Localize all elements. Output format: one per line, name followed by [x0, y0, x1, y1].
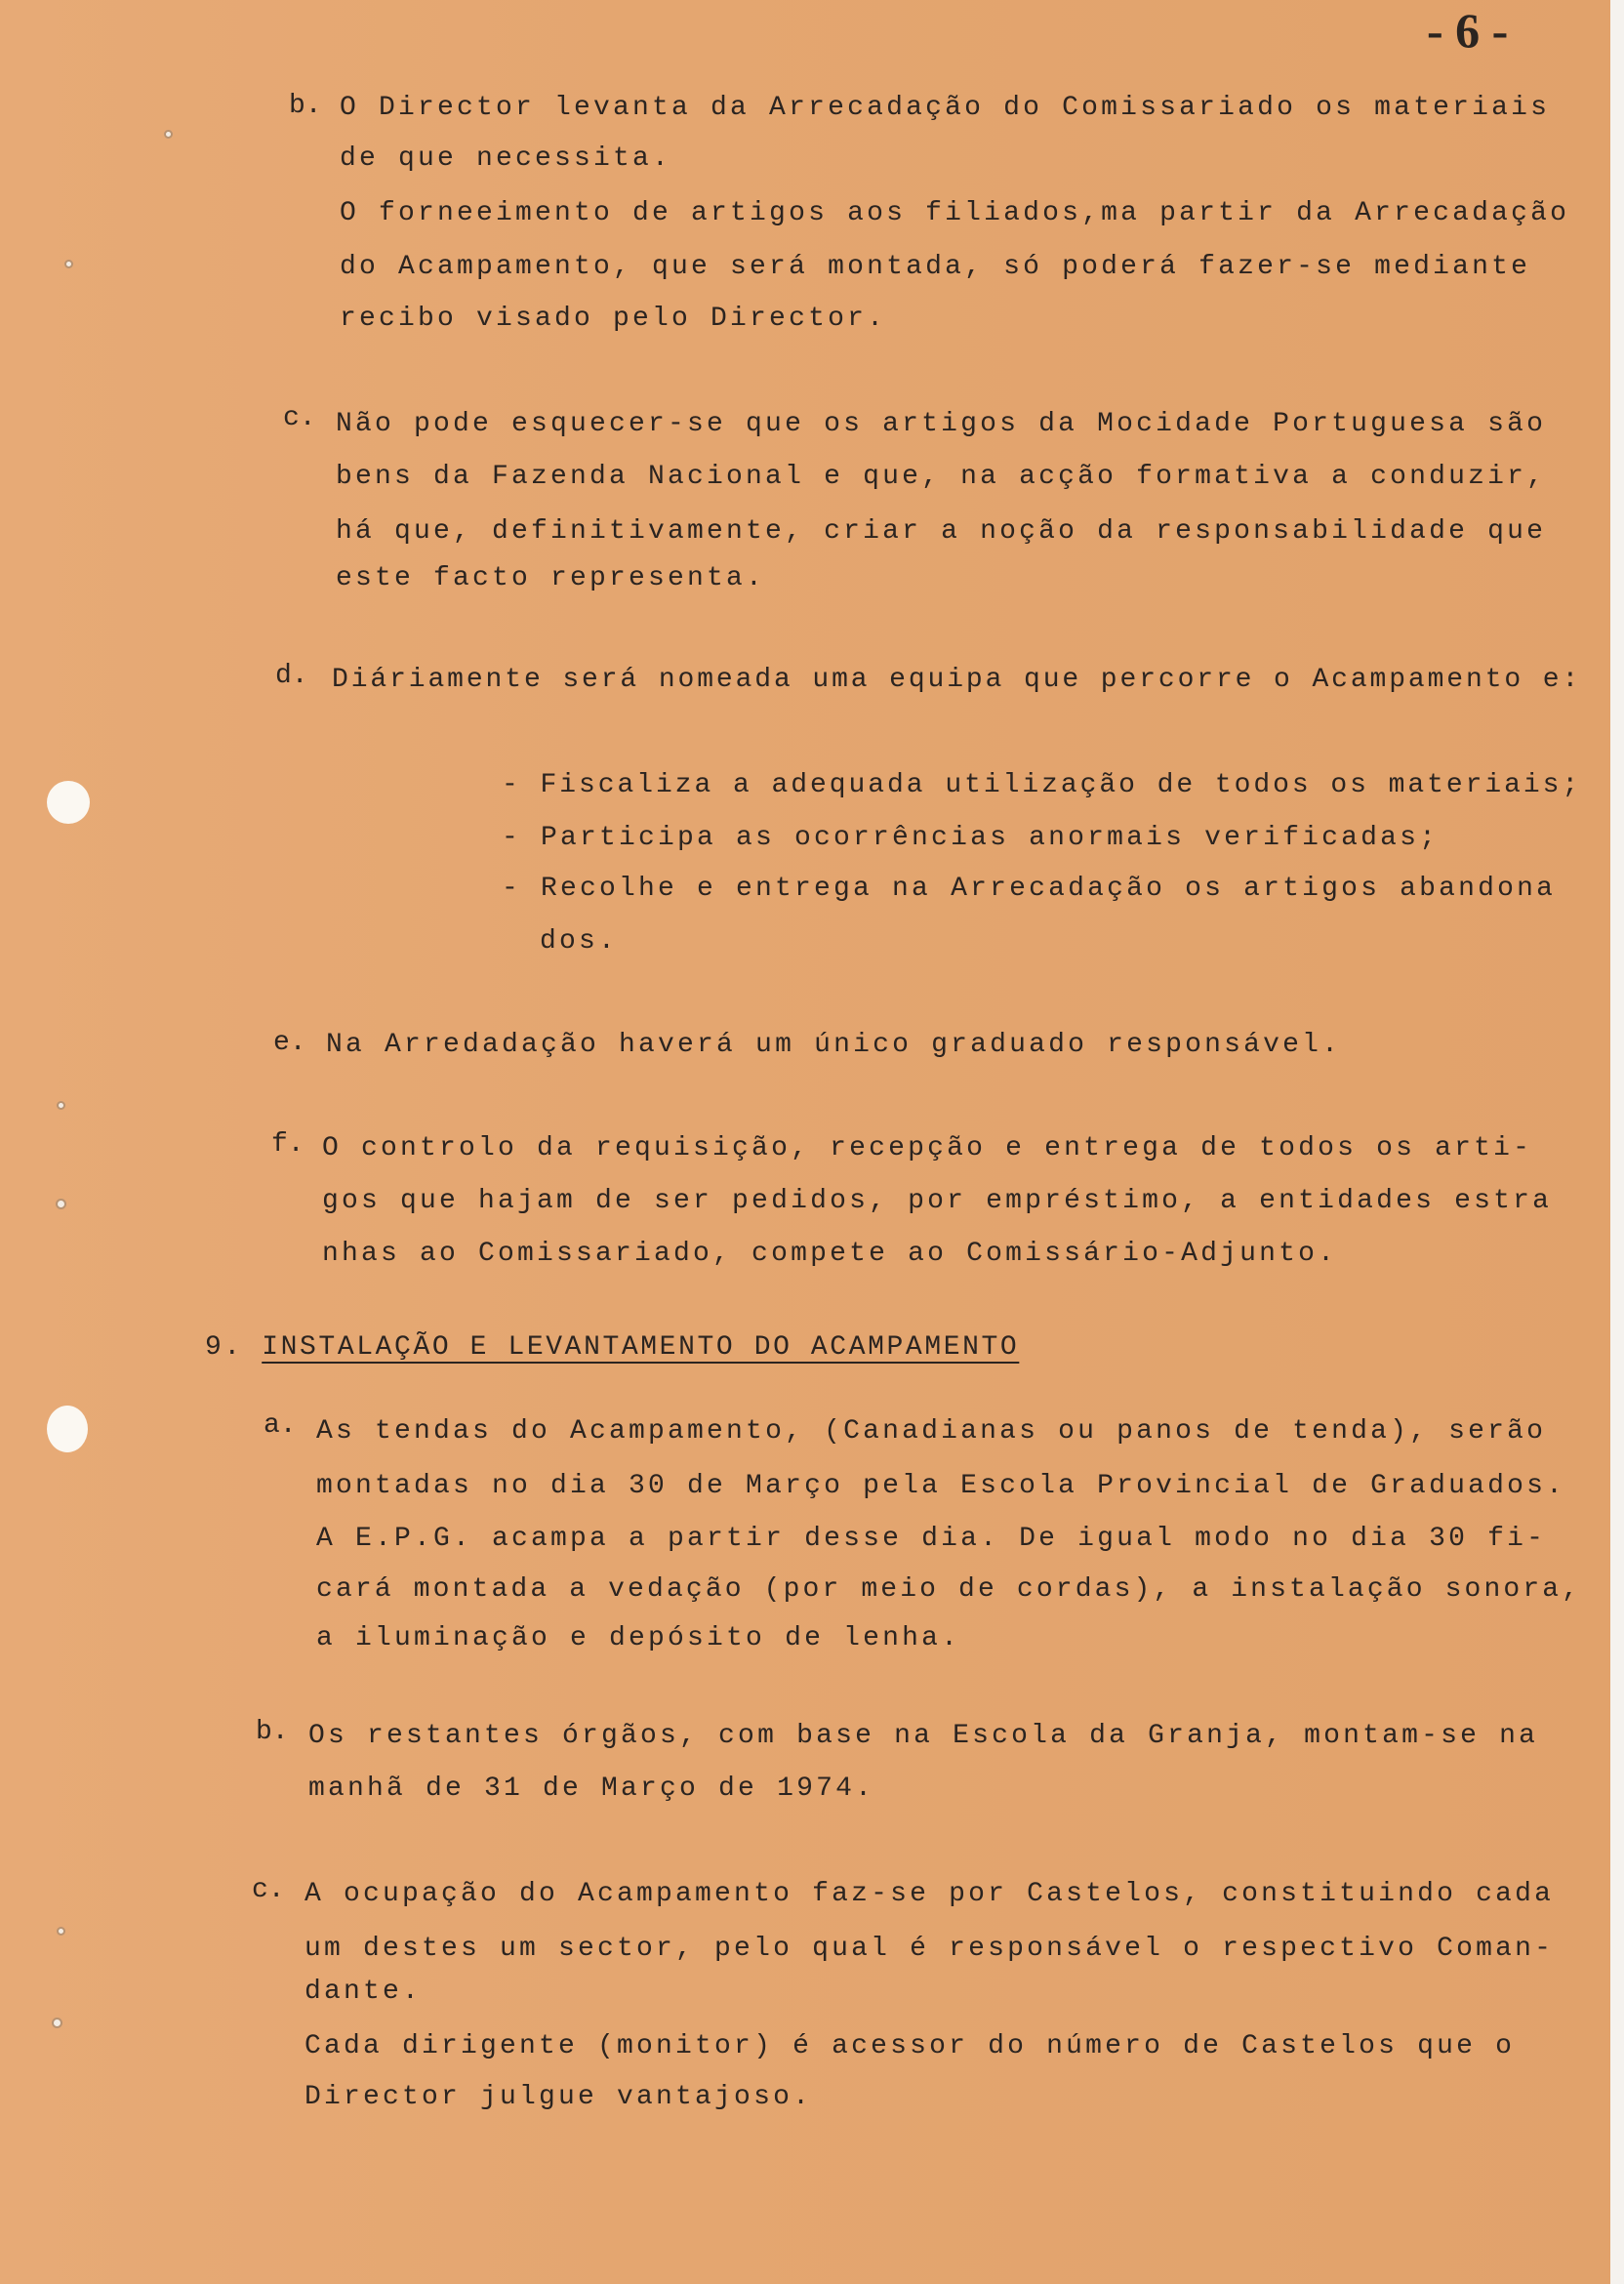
section-title: INSTALAÇÃO E LEVANTAMENTO DO ACAMPAMENTO	[262, 1332, 1020, 1363]
punch-hole-bottom	[47, 1406, 88, 1452]
item-label: b.	[256, 1717, 289, 1747]
item-text-line: de que necessita.	[340, 143, 672, 174]
item-text-line: dante.	[304, 1977, 423, 2007]
bullet-line: - Recolhe e entrega na Arrecadação os artigos abandona	[502, 874, 1557, 904]
page-number: - 6 -	[1427, 3, 1509, 58]
item-text-line: este facto representa.	[336, 563, 766, 593]
item-text-line: Na Arredadação haverá um único graduado responsável.	[326, 1030, 1342, 1060]
section-number: 9.	[205, 1332, 243, 1363]
item-text-line: há que, definitivamente, criar a noção da responsabilidade que	[336, 516, 1547, 547]
item-text-line: A ocupação do Acampamento faz-se por Castelos, constituindo cada	[304, 1879, 1555, 1909]
item-text-line: Diáriamente será nomeada uma equipa que percorre o Acampamento e:	[332, 665, 1582, 695]
binder-mark	[64, 260, 73, 268]
item-text-line: do Acampamento, que será montada, só poderá fazer-se mediante	[340, 252, 1531, 282]
item-text-line: Não pode esquecer-se que os artigos da Mocidade Portuguesa são	[336, 409, 1547, 439]
item-label: d.	[275, 661, 308, 691]
item-text-line: Os restantes órgãos, com base na Escola da Granja, montam-se na	[308, 1721, 1539, 1751]
bullet-line: - Fiscaliza a adequada utilização de todos os materiais;	[502, 770, 1582, 800]
item-text-line: Director julgue vantajoso.	[304, 2082, 813, 2112]
item-text-line: a iluminação e depósito de lenha.	[316, 1623, 961, 1653]
paper-edge	[1610, 0, 1624, 2284]
item-text-line: A E.P.G. acampa a partir desse dia. De igual modo no dia 30 fi-	[316, 1524, 1547, 1554]
punch-hole-top	[47, 781, 90, 824]
item-label: c.	[252, 1875, 285, 1905]
item-label: f.	[271, 1129, 304, 1160]
item-text-line: um destes um sector, pelo qual é responsável o respectivo Coman-	[304, 1934, 1555, 1964]
item-text-line: Cada dirigente (monitor) é acessor do número de Castelos que o	[304, 2031, 1516, 2061]
item-text-line: gos que hajam de ser pedidos, por empréstimo, a entidades estra	[322, 1186, 1553, 1216]
bullet-line: dos.	[540, 926, 619, 957]
item-text-line: As tendas do Acampamento, (Canadianas ou panos de tenda), serão	[316, 1416, 1547, 1447]
bullet-line: - Participa as ocorrências anormais verificadas;	[502, 823, 1440, 853]
binder-mark	[164, 130, 173, 139]
item-text-line: nhas ao Comissariado, compete ao Comissário-Adjunto.	[322, 1239, 1338, 1269]
item-text-line: recibo visado pelo Director.	[340, 304, 887, 334]
item-text-line: O controlo da requisição, recepção e entrega de todos os arti-	[322, 1133, 1533, 1163]
item-label: a.	[264, 1410, 297, 1441]
section-heading	[205, 1331, 1019, 1365]
item-text-line: montadas no dia 30 de Março pela Escola Provincial de Graduados.	[316, 1471, 1566, 1501]
item-label: b.	[289, 91, 322, 121]
item-label: c.	[283, 403, 316, 433]
item-text-line: O forneeimento de artigos aos filiados,ma partir da Arrecadação	[340, 198, 1570, 228]
item-label: e.	[273, 1028, 306, 1058]
item-text-line: cará montada a vedação (por meio de cordas), a instalação sonora,	[316, 1574, 1582, 1605]
binder-mark	[57, 1927, 65, 1936]
item-text-line: O Director levanta da Arrecadação do Comissariado os materiais	[340, 93, 1551, 123]
binder-mark	[56, 1199, 66, 1209]
item-text-line: bens da Fazenda Nacional e que, na acção formativa a conduzir,	[336, 462, 1547, 492]
binder-mark	[57, 1101, 65, 1110]
binder-mark	[52, 2018, 62, 2028]
item-text-line: manhã de 31 de Março de 1974.	[308, 1774, 875, 1804]
